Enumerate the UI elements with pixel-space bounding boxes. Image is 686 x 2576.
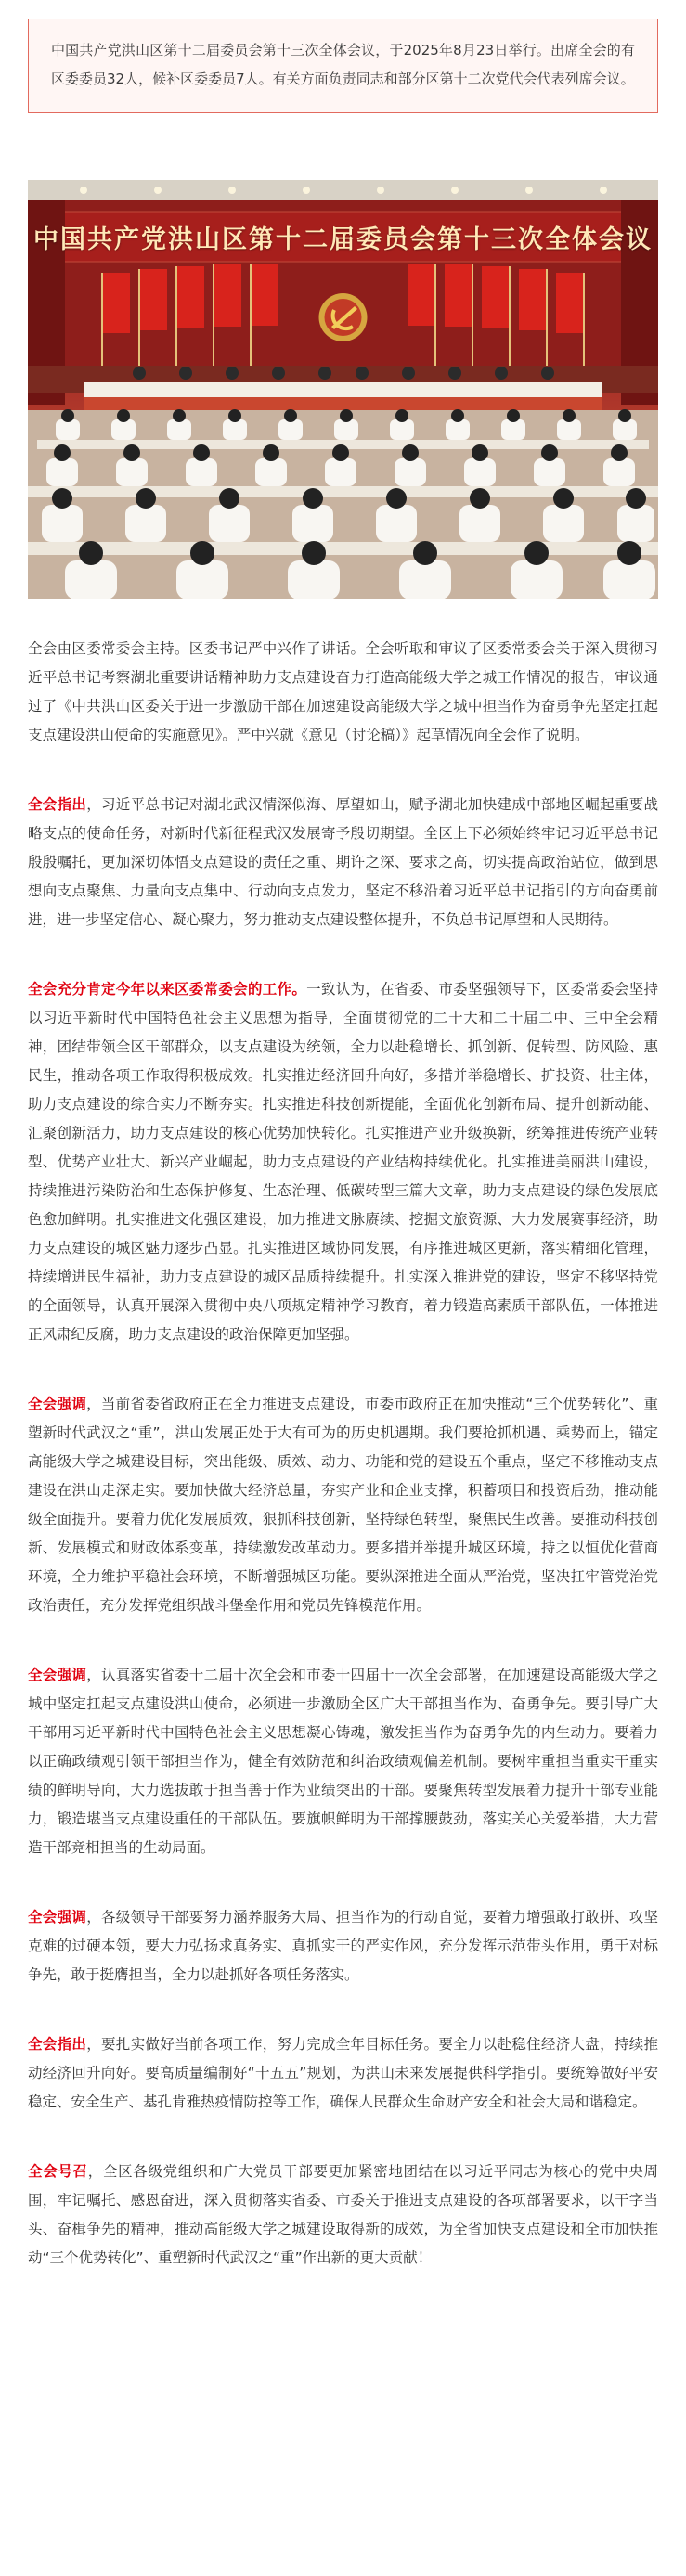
paragraph-lead: 全会强调 — [28, 1909, 87, 1926]
article — [0, 19, 686, 2284]
paragraph — [28, 791, 658, 934]
paragraph-lead: 全会号召 — [28, 2163, 88, 2180]
paragraph-lead: 全会指出 — [28, 2036, 87, 2053]
paragraph — [28, 1390, 658, 1620]
meeting-summary-box — [28, 19, 658, 113]
paragraph-lead: 全会充分肯定今年以来区委常委会的工作。 — [28, 981, 307, 998]
paragraph — [28, 975, 658, 1349]
paragraph — [28, 1661, 658, 1862]
article-body — [28, 635, 658, 2273]
paragraph-text: 一致认为，在省委、市委坚强领导下，区委常委会坚持以习近平新时代中国特色社会主义思想为指导，全面贯彻党的二十大和二十届二中、三中全会精神，团结带领全区干部群众，以支点建设为统领，全力以赴稳增长、抓创新、促转型、防风险、惠民生，推动各项工作取得积极成效。扎实推进经济回升向好，多措并举稳增长、扩投资、壮主体，助力支点建设的综合实力不断夯实。扎实推进科技创新提能，全面优化创新布局、提升创新动能、汇聚创新活力，助力支点建设的核心优势加快转化。扎实推进产业升级换新，统筹推进传统产业转型、优势产业壮大、新兴产业崛起，助力支点建设的产业结构持续优化。扎实推进美丽洪山建设，持续推进污染防治和生态保护修复、生态治理、低碳转型三篇大文章，助力支点建设的绿色发展底色愈加鲜明。扎实推进文化强区建设，加力推进文脉赓续、挖掘文旅资源、大力发展赛事经济，助力支点建设的城区魅力逐步凸显。扎实推进区域协同发展，有序推进城区更新，落实精细化管理，持续增进民生福祉，助力支点建设的城区品质持续提升。扎实深入推进党的建设，坚定不移坚持党的全面领导，认真开展深入贯彻中央八项规定精神学习教育，着力锻造高素质干部队伍，一体推进正风肃纪反腐，助力支点建设的政治保障更加坚强。 — [28, 981, 658, 1343]
paragraph — [28, 635, 658, 750]
paragraph-text: ，当前省委省政府正在全力推进支点建设，市委市政府正在加快推动“三个优势转化”、重塑新时代武汉之“重”，洪山发展正处于大有可为的历史机遇期。我们要抢抓机遇、乘势而上，锚定高能级大学之城建设目标，突出能级、质效、动力、功能和党的建设五个重点，坚定不移推动支点建设在洪山走深走实。要加快做大经济总量，夯实产业和企业支撑，积蓄项目和投资后劲，推动能级全面提升。要着力优化发展质效，狠抓科技创新，坚持绿色转型，聚焦民生改善。要推动科技创新、发展模式和财政体系变革，持续激发改革动力。要多措并举提升城区环境，持之以恒优化营商环境，全力维护平稳社会环境，不断增强城区功能。要纵深推进全面从严治党，坚决扛牢管党治党政治责任，充分发挥党组织战斗堡垒作用和党员先锋模范作用。 — [28, 1396, 658, 1614]
paragraph-lead: 全会指出 — [28, 796, 87, 813]
paragraph-lead: 全会强调 — [28, 1667, 87, 1683]
paragraph — [28, 1903, 658, 1990]
paragraph — [28, 2157, 658, 2273]
paragraph-text: ，全区各级党组织和广大党员干部要更加紧密地团结在以习近平同志为核心的党中央周围，牢记嘱托、感恩奋进，深入贯彻落实省委、市委关于推进支点建设的各项部署要求，以干字当头、奋楫争先的精神，推动高能级大学之城建设取得新的成效，为全省加快支点建设和全市加快推动“三个优势转化”、重塑新时代武汉之“重”作出新的更大贡献！ — [28, 2163, 658, 2266]
meeting-summary-text: 中国共产党洪山区第十二届委员会第十三次全体会议，于2025年8月23日举行。出席全会的有区委委员32人，候补区委委员7人。有关方面负责同志和部分区第十二次党代会代表列席会议。 — [51, 42, 635, 87]
meeting-banner-title: 中国共产党洪山区第十二届委员会第十三次全体会议 — [33, 225, 653, 254]
paragraph — [28, 2030, 658, 2117]
paragraph-text: 全会由区委常委会主持。区委书记严中兴作了讲话。全会听取和审议了区委常委会关于深入贯彻习近平总书记考察湖北重要讲话精神助力支点建设奋力打造高能级大学之城工作情况的报告，审议通过了《中共洪山区委关于进一步激励干部在加速建设高能级大学之城中担当作为奋勇争先坚定扛起支点建设洪山使命的实施意见》。严中兴就《意见（讨论稿）》起草情况向全会作了说明。 — [28, 640, 658, 743]
paragraph-text: ，要扎实做好当前各项工作，努力完成全年目标任务。要全力以赴稳住经济大盘，持续推动经济回升向好。要高质量编制好“十五五”规划，为洪山未来发展提供科学指引。要统筹做好平安稳定、安全生产、基孔肯雅热疫情防控等工作，确保人民群众生命财产安全和社会大局和谐稳定。 — [28, 2036, 658, 2110]
paragraph-text: ，认真落实省委十二届十次全会和市委十四届十一次全会部署，在加速建设高能级大学之城中坚定扛起支点建设洪山使命，必须进一步激励全区广大干部担当作为、奋勇争先。要引导广大干部用习近平新时代中国特色社会主义思想凝心铸魂，激发担当作为奋勇争先的内生动力。要着力以正确政绩观引领干部担当作为，健全有效防范和纠治政绩观偏差机制。要树牢重担当重实干重实绩的鲜明导向，大力选拔敢于担当善于作为业绩突出的干部。要聚焦转型发展着力提升干部专业能力，锻造堪当支点建设重任的干部队伍。要旗帜鲜明为干部撑腰鼓劲，落实关心关爱举措，大力营造干部竞相担当的生动局面。 — [28, 1667, 658, 1856]
paragraph-text: ，各级领导干部要努力涵养服务大局、担当作为的行动自觉，要着力增强敢打敢拼、攻坚克难的过硬本领，要大力弘扬求真务实、真抓实干的严实作风，充分发挥示范带头作用，勇于对标争先，敢于挺膺担当，全力以赴抓好各项任务落实。 — [28, 1909, 658, 1983]
meeting-photo — [28, 180, 658, 599]
paragraph-lead: 全会强调 — [28, 1396, 87, 1412]
paragraph-text: ，习近平总书记对湖北武汉情深似海、厚望如山，赋予湖北加快建成中部地区崛起重要战略支点的使命任务，对新时代新征程武汉发展寄予殷切期望。全区上下必须始终牢记习近平总书记殷殷嘱托，更加深切体悟支点建设的责任之重、期许之深、要求之高，切实提高政治站位，做到思想向支点聚焦、力量向支点集中、行动向支点发力，坚定不移沿着习近平总书记指引的方向奋勇前进，进一步坚定信心、凝心聚力，努力推动支点建设整体提升，不负总书记厚望和人民期待。 — [28, 796, 658, 928]
